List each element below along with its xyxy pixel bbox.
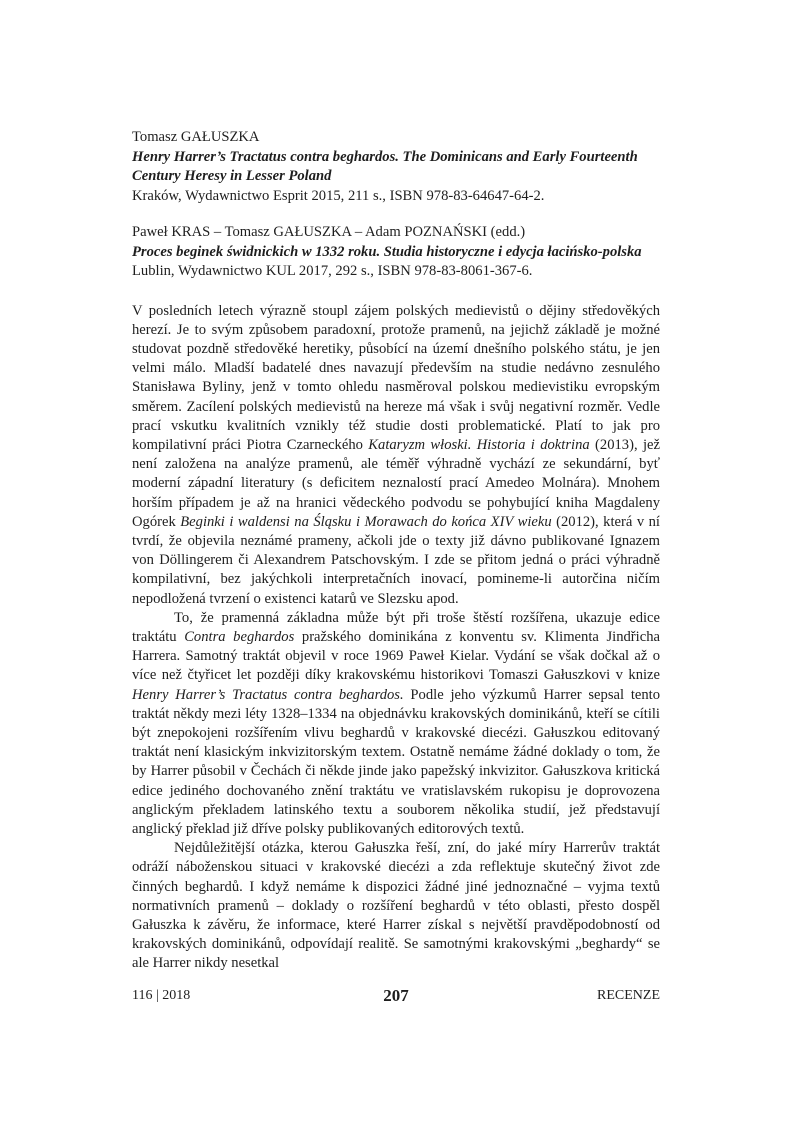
text-run: (2012), která v ní tvrdí, že objevila neznámé prameny, ačkoli jde o texty již dávno publikované Ignazem von Döllingerem či Alexandrem Patschovským. I zde se přitom jedná o práci výhradně kompilativní, bez jakýchkoli interpretačních inovací, pomineme-li autorčina ničím nepodložená tvrzení o existenci katarů ve Slezsku apod. xyxy=(132,513,660,607)
reference-publication: Lublin, Wydawnictwo KUL 2017, 292 s., ISBN 978-83-8061-367-6. xyxy=(132,263,533,279)
text-run: To, že pramenná základna může být při troše štěstí rozšířena, ukazuje edice traktátu xyxy=(132,609,660,645)
reference-2 xyxy=(132,223,660,282)
text-run: Podle jeho výzkumů Harrer sepsal tento traktát někdy mezi léty 1328–1334 na objednávku krakovských dominikánů, kteří se cítili být znepokojeni rozšířením vlivu beghardů v krakovské diecézi. Gałuszkou editovaný traktát není klasickým inkvizitorským textem. Ostatně nemáme žádné doklady o tom, že by Harrer působil v Čechách či někde jinde jako papežský inkvizitor. Gałuszkova kritická edice jediného dochovaného znění traktátu ve vratislavském rukopisu je doprovozena anglickým překladem latinského textu a souborem několika studií, jež představují anglický překlad již dříve polsky publikovaných editorových textů. xyxy=(132,686,661,837)
section-label: RECENZE xyxy=(597,988,660,1003)
reference-authors: Paweł KRAS – Tomasz GAŁUSZKA – Adam POZNAŃSKI (edd.) xyxy=(132,224,526,240)
review-page xyxy=(132,128,660,974)
italic-title-run: Beginki i waldensi na Śląsku i Morawach do końca XIV wieku xyxy=(180,513,552,530)
page-footer xyxy=(132,988,660,1012)
paragraph xyxy=(132,609,660,839)
issue-label: 116 | 2018 xyxy=(132,988,191,1003)
reference-authors: Tomasz GAŁUSZKA xyxy=(132,129,260,145)
reference-title: Henry Harrer’s Tractatus contra beghardos. The Dominicans and Early Fourteenth Century Heresy in Lesser Poland xyxy=(132,148,638,184)
italic-title-run: Henry Harrer’s Tractatus contra beghardos. xyxy=(132,686,404,703)
italic-title-run: Kataryzm włoski. Historia i doktrina xyxy=(368,436,590,453)
reference-title: Proces beginek świdnickich w 1332 roku. Studia historyczne i edycja łacińsko-polska xyxy=(132,243,642,260)
reference-publication: Kraków, Wydawnictwo Esprit 2015, 211 s., ISBN 978-83-64647-64-2. xyxy=(132,187,545,204)
paragraph xyxy=(132,839,660,973)
italic-title-run: Contra beghardos xyxy=(184,628,295,645)
text-run: (2013), jež není založena na analýze pramenů, ale téměř výhradně vychází ze sekundární, byť moderní západní literatury (s deficitem neznalostí prací Amedeo Molnára). Mnohem horším případem je až na hranici vědeckého podvodu se pohybující kniha Magdaleny Ogórek xyxy=(132,436,660,530)
text-run: pražského dominikána z konventu sv. Klimenta Jindřicha Harrera. Samotný traktát objevil v roce 1969 Paweł Kielar. Vydání se však dočkal až o více než čtyřicet let později díky krakovskému historikovi Tomaszi Gałuszkovi v knize xyxy=(132,628,660,684)
text-run: V posledních letech výrazně stoupl zájem polských medievistů o dějiny středověkých herezí. Je to svým způsobem paradoxní, protože pramenů, na jejichž základě je možné studovat pozdně středověké heretiky, působící na území dnešního polského státu, je jen velmi málo. Mladší badatelé dnes navazují především na studie nedávno zesnulého Stanisława Byliny, jenž v tomto ohledu nasměroval polskou medievistiku evropským směrem. Zacílení polských medievistů na hereze má však i svůj negativní rozměr. Vedle prací vskutku kvalitních vznikly též studie dosti problematické. Platí to jak pro kompilativní práci Piotra Czarneckého xyxy=(132,302,660,453)
text-run: Nejdůležitější otázka, kterou Gałuszka řeší, zní, do jaké míry Harrerův traktát odráží náboženskou situaci v krakovské diecézi a zda reflektuje skutečný život zde činných beghardů. I když nemáme k dispozici žádné jiné jednoznačné – vyjma textů normativních pramenů – doklady o rozšíření beghardů v této oblasti, přesto dospěl Gałuszka k závěru, že informace, které Harrer získal s největší pravděpodobností od krakovských dominikánů, odpovídají realitě. Se samotnými krakovskými „beghardy“ se ale Harrer nikdy nesetkal xyxy=(132,840,660,972)
reference-1 xyxy=(132,128,660,206)
paragraph xyxy=(132,302,660,609)
page-number: 207 xyxy=(383,986,409,1005)
review-body xyxy=(132,302,660,974)
